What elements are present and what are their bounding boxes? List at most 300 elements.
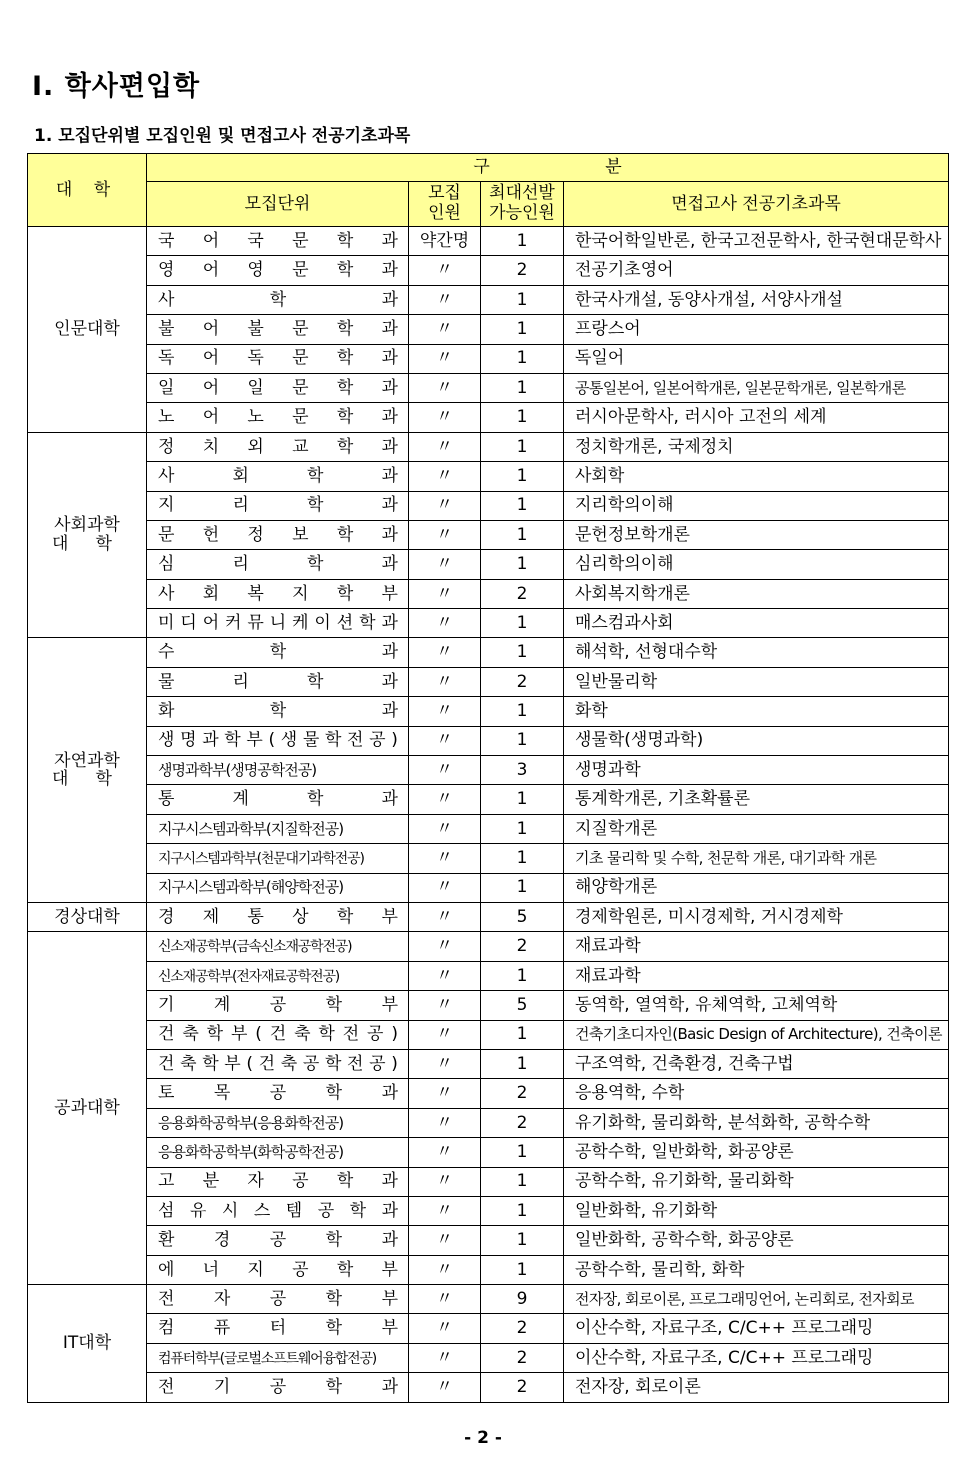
quota-cell: 〃 [409, 579, 481, 608]
subjects-cell: 생명과학 [564, 756, 949, 785]
max-cell: 1 [481, 285, 564, 314]
unit-char: 커 [225, 612, 242, 633]
unit-char: 부 [224, 1053, 241, 1074]
unit-char: 부 [381, 906, 398, 927]
unit-char: 생 [280, 730, 298, 751]
unit-char: 학 [269, 701, 287, 722]
unit-char: ( [246, 1053, 254, 1074]
unit-char: 어 [202, 230, 220, 251]
max-cell: 1 [481, 520, 564, 549]
unit-char: 과 [381, 348, 398, 369]
unit-char: 과 [381, 1171, 398, 1192]
quota-cell: 〃 [409, 844, 481, 873]
table-row [28, 1285, 949, 1314]
table-row [28, 403, 949, 432]
unit-char: 학 [336, 348, 354, 369]
max-cell: 1 [481, 785, 564, 814]
quota-cell: 〃 [409, 1255, 481, 1284]
max-cell: 1 [481, 1167, 564, 1196]
max-cell: 1 [481, 697, 564, 726]
table-row [28, 844, 949, 873]
unit-char: 외 [247, 436, 264, 457]
unit-char: 공 [292, 1171, 309, 1192]
unit-cell [147, 1108, 409, 1137]
unit-char: 경 [158, 906, 175, 927]
unit-cell [147, 638, 409, 667]
max-cell: 2 [481, 579, 564, 608]
unit-name [158, 555, 398, 574]
unit-name [158, 320, 398, 339]
max-cell: 1 [481, 550, 564, 579]
quota-cell: 〃 [409, 1196, 481, 1225]
unit-char: 학 [336, 260, 354, 281]
max-cell: 2 [481, 1314, 564, 1343]
subjects-cell: 생물학(생명과학) [564, 726, 949, 755]
unit-char: 일 [158, 377, 175, 398]
unit-char: 학 [269, 289, 287, 310]
table-row [28, 1108, 949, 1137]
table-row [28, 1049, 949, 1078]
unit-cell [147, 756, 409, 785]
unit-char: 템 [285, 1200, 303, 1221]
quota-cell: 〃 [409, 315, 481, 344]
college-name [28, 432, 147, 638]
unit-char: 영 [158, 260, 175, 281]
unit-char: 학 [202, 1053, 219, 1074]
unit-char: 어 [202, 260, 220, 281]
unit-char: 학 [307, 789, 324, 810]
unit-char: 전 [342, 1024, 360, 1045]
unit-char: 학 [324, 1053, 342, 1074]
subjects-cell: 이산수학, 자료구조, C/C++ 프로그래밍 [564, 1314, 949, 1343]
unit-name [158, 1261, 398, 1280]
unit-name [158, 261, 398, 280]
unit-char: 퓨 [213, 1318, 231, 1339]
header-group [147, 154, 949, 182]
unit-char: 학 [325, 995, 343, 1015]
unit-char: 스 [253, 1200, 271, 1221]
unit-char: 부 [381, 583, 398, 604]
unit-char: 학 [307, 465, 324, 486]
subjects-cell: 공학수학, 일반화학, 화공양론 [564, 1138, 949, 1167]
unit-char: 학 [325, 1318, 343, 1339]
unit-char: 전 [347, 1053, 364, 1074]
unit-char: 과 [381, 260, 398, 281]
unit-char: 학 [307, 671, 324, 692]
unit-cell [147, 1138, 409, 1167]
unit-char: 과 [381, 524, 398, 545]
max-cell: 1 [481, 1255, 564, 1284]
unit-name [158, 643, 398, 662]
section-subtitle: 1. 모집단위별 모집인원 및 면접고사 전공기초과목 [34, 126, 411, 146]
college-name-line1: 자연과학 [54, 750, 120, 771]
unit-char: 축 [180, 1053, 197, 1074]
unit-char: 과 [381, 319, 398, 340]
quota-cell: 〃 [409, 550, 481, 579]
unit-char: 지 [247, 1259, 264, 1280]
unit-name [158, 232, 398, 251]
unit-char: 정 [247, 524, 264, 545]
unit-cell [147, 1255, 409, 1284]
unit-cell [147, 462, 409, 491]
unit-name [158, 408, 398, 427]
unit-cell [147, 285, 409, 314]
unit-name [158, 349, 398, 368]
header-group-label: 구 분 [473, 157, 622, 178]
subjects-cell: 독일어 [564, 344, 949, 373]
unit-char: 학 [336, 1171, 354, 1192]
max-cell: 2 [481, 932, 564, 961]
unit-char: 영 [247, 260, 264, 281]
header-max-line1: 최대선발 [489, 183, 555, 204]
max-cell: 1 [481, 609, 564, 638]
unit-char: 과 [381, 495, 398, 516]
unit-char: 고 [158, 1171, 175, 1192]
quota-cell: 〃 [409, 1138, 481, 1167]
max-cell: 1 [481, 726, 564, 755]
max-cell: 2 [481, 1373, 564, 1402]
unit-char: 과 [381, 465, 398, 486]
table-row [28, 667, 949, 696]
header-max-line2: 가능인원 [489, 203, 555, 223]
unit-char: 공 [269, 1288, 287, 1309]
unit-char: 기 [158, 995, 175, 1015]
quota-cell: 〃 [409, 462, 481, 491]
max-cell: 2 [481, 1079, 564, 1108]
unit-char: 과 [381, 1083, 398, 1104]
quota-cell: 약간명 [409, 227, 481, 256]
subjects-cell: 정치학개론, 국제정치 [564, 432, 949, 461]
table-row [28, 1226, 949, 1255]
subjects-cell: 구조역학, 건축환경, 건축구법 [564, 1049, 949, 1078]
table-row [28, 285, 949, 314]
unit-char: 니 [269, 612, 287, 633]
unit-char: 터 [269, 1318, 287, 1339]
unit-char: 케 [292, 612, 309, 633]
unit-cell [147, 520, 409, 549]
max-cell: 9 [481, 1285, 564, 1314]
page-number: - 2 - [464, 1428, 502, 1448]
unit-char: 학 [206, 1024, 224, 1045]
unit-cell [147, 1079, 409, 1108]
unit-name [158, 467, 398, 486]
unit-cell [147, 1167, 409, 1196]
unit-char: 공 [369, 1053, 386, 1074]
unit-char: 학 [269, 642, 287, 663]
unit-cell [147, 873, 409, 902]
unit-cell [147, 1020, 409, 1049]
unit-char: 사 [158, 465, 175, 486]
unit-cell [147, 667, 409, 696]
table-row [28, 961, 949, 990]
quota-cell: 〃 [409, 991, 481, 1020]
unit-char: 상 [292, 906, 309, 927]
unit-char: 문 [292, 348, 309, 369]
max-cell: 1 [481, 403, 564, 432]
unit-name: 지구시스템과학부(천문대기과학전공) [158, 851, 364, 868]
unit-char: 어 [202, 377, 220, 398]
quota-cell: 〃 [409, 1343, 481, 1372]
unit-char: 학 [325, 1230, 343, 1251]
header-college: 대 학 [28, 154, 147, 227]
subjects-cell: 동역학, 열역학, 유체역학, 고체역학 [564, 991, 949, 1020]
table-row [28, 1196, 949, 1225]
quota-cell: 〃 [409, 638, 481, 667]
unit-char: 과 [381, 671, 398, 692]
unit-char: 자 [213, 1288, 231, 1309]
quota-cell: 〃 [409, 520, 481, 549]
unit-char: 어 [202, 319, 220, 340]
header-unit: 모집단위 [147, 182, 409, 227]
table-row [28, 462, 949, 491]
unit-char: 전 [158, 1377, 175, 1398]
max-cell: 3 [481, 756, 564, 785]
table-row [28, 1343, 949, 1372]
max-cell: 1 [481, 873, 564, 902]
subjects-cell: 일반물리학 [564, 667, 949, 696]
college-name-line1: 사회과학 [54, 515, 120, 536]
unit-char: 심 [158, 554, 175, 575]
unit-char: 부 [381, 1259, 398, 1280]
unit-char: 독 [247, 348, 264, 369]
max-cell: 1 [481, 491, 564, 520]
subjects-cell: 전자장, 회로이론, 프로그래밍언어, 논리회로, 전자회로 [564, 1285, 949, 1314]
unit-char: 학 [336, 524, 354, 545]
unit-char: 과 [381, 642, 398, 663]
unit-name [158, 673, 398, 692]
unit-char: 학 [336, 407, 354, 428]
unit-cell [147, 609, 409, 638]
unit-name: 신소재공학부(전자재료공학전공) [158, 968, 340, 985]
unit-name [158, 1084, 398, 1103]
unit-char: 통 [247, 906, 264, 927]
unit-cell [147, 403, 409, 432]
max-cell: 1 [481, 1226, 564, 1255]
table-row [28, 991, 949, 1020]
unit-cell [147, 1373, 409, 1402]
max-cell: 1 [481, 462, 564, 491]
unit-char: 문 [292, 407, 309, 428]
unit-cell [147, 227, 409, 256]
unit-name [158, 996, 398, 1015]
unit-char: 리 [232, 495, 249, 516]
unit-char: 과 [381, 1230, 398, 1251]
subjects-cell: 유기화학, 물리화학, 분석화학, 공학수학 [564, 1108, 949, 1137]
max-cell: 2 [481, 667, 564, 696]
unit-cell [147, 1049, 409, 1078]
unit-char: 학 [359, 612, 376, 633]
unit-name [158, 1378, 398, 1397]
subjects-cell: 러시아문학사, 러시아 고전의 세계 [564, 403, 949, 432]
unit-cell [147, 373, 409, 402]
unit-char: 에 [158, 1259, 175, 1280]
table-row [28, 1167, 949, 1196]
unit-name [158, 1025, 398, 1044]
unit-char: 과 [381, 789, 398, 810]
subjects-cell: 사회학 [564, 462, 949, 491]
unit-char: 계 [232, 789, 249, 810]
unit-name [158, 1290, 398, 1309]
table-row [28, 256, 949, 285]
quota-cell: 〃 [409, 1079, 481, 1108]
subjects-cell: 사회복지학개론 [564, 579, 949, 608]
college-name: 공과대학 [28, 932, 147, 1285]
quota-cell: 〃 [409, 1285, 481, 1314]
max-cell: 1 [481, 961, 564, 990]
unit-char: 학 [224, 730, 241, 751]
table-row [28, 756, 949, 785]
table-row [28, 726, 949, 755]
table-row [28, 697, 949, 726]
subjects-cell: 공통일본어, 일본어학개론, 일본문학개론, 일본학개론 [564, 373, 949, 402]
unit-char: 학 [325, 1083, 343, 1104]
unit-char: 환 [158, 1230, 175, 1251]
unit-char: 기 [213, 1377, 231, 1398]
unit-char: 문 [292, 230, 309, 251]
subjects-cell: 일반화학, 공학수학, 화공양론 [564, 1226, 949, 1255]
unit-char: 학 [325, 1288, 343, 1309]
table-row [28, 1138, 949, 1167]
table-row [28, 609, 949, 638]
unit-char: 부 [381, 1318, 398, 1339]
unit-char: 과 [381, 230, 398, 251]
subjects-cell: 한국사개설, 동양사개설, 서양사개설 [564, 285, 949, 314]
quota-cell: 〃 [409, 1108, 481, 1137]
unit-char: 독 [158, 348, 175, 369]
unit-char: 회 [202, 583, 220, 604]
unit-char: 학 [318, 1024, 335, 1045]
unit-char: 전 [158, 1288, 175, 1309]
unit-cell [147, 579, 409, 608]
unit-char: 목 [213, 1083, 231, 1104]
unit-char: ( [255, 1024, 262, 1045]
table-row [28, 902, 949, 931]
unit-name [158, 379, 398, 398]
unit-name [158, 291, 398, 310]
unit-char: 학 [336, 230, 354, 251]
unit-char: 리 [232, 554, 249, 575]
college-name: IT대학 [28, 1285, 147, 1403]
unit-char: 공 [269, 1230, 287, 1251]
unit-char: 치 [202, 436, 220, 457]
quota-cell: 〃 [409, 902, 481, 931]
unit-char: 국 [247, 230, 264, 251]
header-quota-line2: 인원 [428, 203, 461, 223]
table-row [28, 344, 949, 373]
subjects-cell: 화학 [564, 697, 949, 726]
subjects-cell: 일반화학, 유기화학 [564, 1196, 949, 1225]
table-row [28, 1373, 949, 1402]
quota-cell: 〃 [409, 873, 481, 902]
unit-cell [147, 256, 409, 285]
max-cell: 2 [481, 256, 564, 285]
unit-char: 물 [158, 671, 175, 692]
unit-char: 건 [158, 1024, 175, 1045]
subjects-cell: 공학수학, 유기화학, 물리화학 [564, 1167, 949, 1196]
header-row-2 [28, 182, 949, 227]
unit-char: 공 [292, 1259, 309, 1280]
header-quota [409, 182, 481, 227]
unit-char: 건 [158, 1053, 175, 1074]
unit-char: 디 [180, 612, 197, 633]
unit-char: 축 [280, 1053, 298, 1074]
table-row [28, 814, 949, 843]
max-cell: 5 [481, 991, 564, 1020]
unit-name: 응용화학공학부(화학공학전공) [158, 1142, 344, 1161]
unit-char: 부 [230, 1024, 248, 1045]
unit-char: 학 [336, 436, 354, 457]
subjects-cell: 재료과학 [564, 961, 949, 990]
unit-char: 축 [182, 1024, 199, 1045]
quota-cell: 〃 [409, 285, 481, 314]
unit-name [158, 1319, 398, 1338]
unit-char: 국 [158, 230, 175, 251]
unit-char: 사 [158, 289, 175, 310]
unit-char: 섬 [158, 1200, 175, 1221]
table-row [28, 227, 949, 256]
header-subjects: 면접고사 전공기초과목 [564, 182, 949, 227]
unit-name: 컴퓨터학부(글로벌소프트웨어융합전공) [158, 1350, 377, 1367]
unit-cell [147, 814, 409, 843]
unit-char: 학 [336, 583, 354, 604]
unit-char: 뮤 [247, 612, 264, 633]
subjects-cell: 전공기초영어 [564, 256, 949, 285]
unit-char: 보 [292, 524, 309, 545]
quota-cell: 〃 [409, 756, 481, 785]
max-cell: 1 [481, 315, 564, 344]
unit-char: 과 [381, 377, 398, 398]
unit-char: 과 [381, 701, 398, 722]
table-row [28, 1314, 949, 1343]
quota-cell: 〃 [409, 1020, 481, 1049]
unit-char: 축 [294, 1024, 311, 1045]
table-row [28, 785, 949, 814]
unit-char: 생 [158, 730, 175, 751]
unit-name [158, 526, 398, 545]
unit-char: 공 [269, 995, 287, 1015]
unit-char: 너 [202, 1259, 220, 1280]
unit-cell [147, 1343, 409, 1372]
max-cell: 1 [481, 1138, 564, 1167]
unit-cell [147, 1196, 409, 1225]
college-name: 경상대학 [28, 902, 147, 931]
max-cell: 2 [481, 1343, 564, 1372]
unit-char: 회 [232, 465, 249, 486]
quota-cell: 〃 [409, 403, 481, 432]
unit-char: 부 [246, 730, 263, 751]
unit-cell [147, 726, 409, 755]
max-cell: 5 [481, 902, 564, 931]
unit-char: 노 [247, 407, 264, 428]
unit-char: 정 [158, 436, 175, 457]
unit-cell [147, 697, 409, 726]
unit-char: 전 [347, 730, 364, 751]
unit-cell [147, 991, 409, 1020]
subjects-cell: 재료과학 [564, 932, 949, 961]
unit-name [158, 908, 398, 927]
unit-name: 지구시스템과학부(해양학전공) [158, 878, 344, 897]
header-quota-line1: 모집 [428, 183, 461, 204]
unit-char: 지 [292, 583, 309, 604]
unit-char: 어 [202, 612, 220, 633]
quota-cell: 〃 [409, 1373, 481, 1402]
unit-char: 과 [381, 436, 398, 457]
max-cell: 1 [481, 844, 564, 873]
unit-char: 과 [381, 1377, 398, 1398]
header-max [481, 182, 564, 227]
unit-char: 건 [269, 1024, 287, 1045]
unit-cell [147, 550, 409, 579]
